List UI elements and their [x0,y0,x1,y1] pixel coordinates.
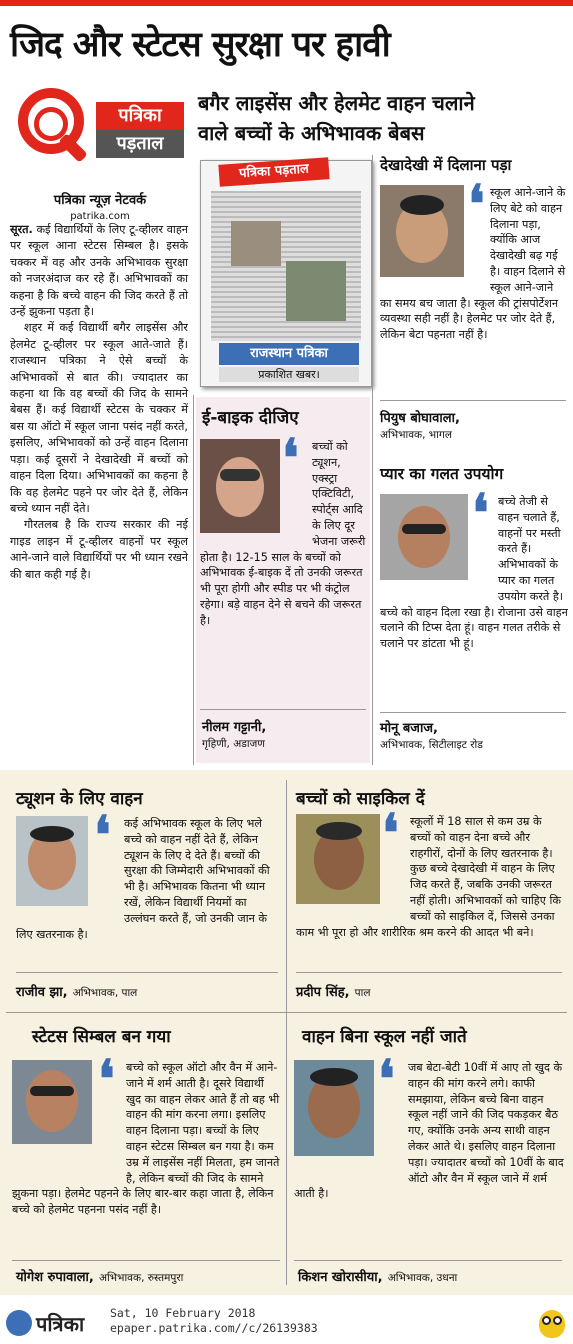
quote-mark-icon: ❛ [382,803,399,864]
byline-row [296,981,370,1000]
body-paragraph-2: शहर में कई विद्यार्थी बगैर लाइसेंस और हेलमेट टू-व्हीलर पर स्कूल आते-जाते हैं। राजस्थान पत्रिका ने ऐसे बच्चों के अभिभावकों से बात की। ज्यादातर का कहना था कि वह बच्चों की जिद के सामने बेबस हैं। कई विद्यार्थी स्टेटस के चक्कर में बस या ऑटो में स्कूल जाना पसंद नहीं करते, इसलिए, अभिभावकों को उन्हें वाहन दिलाना पड़ा। कई दूसरों ने देखादेखी में बच्चों को वाहन दिला दिया। अभिभावकों का कहना है कि वह हेलमेट पहने पर जोर देते हैं, लेकिन बच्चे ध्यान नहीं देते। [10,321,188,515]
section-title: देखादेखी में दिलाना पड़ा [380,156,512,174]
patrika-logo-icon [6,1310,32,1336]
person-name: राजीव झा, [16,985,68,1000]
float-spacer [380,483,498,590]
person-role: अभिभावक, भागल [380,429,452,441]
divider [294,1260,562,1261]
byline-row [16,1266,183,1285]
quote-text: स्कूलों में 18 साल से कम उम्र के बच्चों को वाहन देना बच्चे और राहगीरों, दोनों के लिए खतरनाक है। कुछ बच्चे देखादेखी में वाहन के लिए जिद करते हैं, जबकि उनकी जरूरत नहीं होती। अभिभावकों को चाहिए कि बच्चों को साइकिल दें, जिससे उनका काम भी पूरा हो और शारीरिक श्रम करने की आदत भी बने। [296,815,561,939]
quote-text: जब बेटा-बेटी 10वीं में आए तो खुद के वाहन की मांग करने लगे। काफी समझाया, लेकिन बच्चे बिना वाहन स्कूल नहीं जाने की जिद पकड़कर बैठ गए, क्योंकि उनके अन्य साथी वाहन लेकर आते थे। इसलिए वाहन दिलाना पड़ा। ज्यादातर बच्चों को 10वीं के बाद ऑटो और वैन में स्कूल जाने में शर्म आती है। [294,1061,564,1201]
section-tuition [10,778,280,1008]
section-title: वाहन बिना स्कूल नहीं जाते [302,1027,467,1047]
section-quote [294,1049,564,1202]
section-quote [12,1049,280,1218]
subheadline-line2: वाले बच्चों के अभिभावक बेबस [198,121,425,145]
float-spacer [380,174,490,281]
quote-mark-icon: ❛ [472,483,489,544]
quote-mark-icon: ❛ [98,1049,115,1110]
footer-brand [6,1308,100,1338]
column-divider [193,395,194,765]
quote-text: बच्चे तेजी से वाहन चलाते हैं, वाहनों पर मस्ती करते हैं। अभिभावकों के प्यार का गलत उपयोग करते है। बच्चे को वाहन दिला रखा है। रोजाना उसे वाहन चलाने की टिप्स देता हूं। वाहन गलत तरीके से चलाने पर डांटता भी हूं। [380,495,568,651]
divider [380,400,566,401]
lower-row-divider [6,1012,567,1013]
article-body [10,222,188,583]
quote-mark-icon: ❛ [468,174,485,235]
person-name: योगेश रुपावाला, [16,1270,94,1285]
person-role: गृहिणी, अडाजण [202,738,265,750]
clipping-caption: प्रकाशित खबर। [219,367,359,382]
section-quote [380,174,568,343]
section-quote [16,805,278,942]
footer-date: Sat, 10 February 2018 [110,1306,256,1320]
lower-divider [286,780,287,1285]
clipping-photo-2 [286,261,346,321]
logo-line2: पड़ताल [96,130,184,158]
section-dekhadekhi [378,155,568,455]
float-spacer [294,1049,408,1172]
section-no-school [290,1016,566,1292]
quote-text: स्कूल आने-जाने के लिए बेटे को वाहन दिलाना पड़ा, क्योंकि आज देखादेखी बढ़ गई है। वाहन दिलाने से स्कूल आने-जाने का समय बच जाता है। स्कूल की ट्रांसपोर्टेशन व्यवस्था सही नहीं है। हेलमेट पर जोर देते हैं, लेकिन बेटा पहनता नहीं है। [380,186,566,342]
clipping-photo-1 [231,221,281,266]
body-paragraph-1 [10,222,188,320]
person-name: किशन खोरासीया, [298,1270,383,1285]
quote-mark-icon: ❛ [282,428,299,489]
logo-line1: पत्रिका [96,102,184,130]
person-name: पियुष बोघावाला, [380,411,460,426]
section-title: ई-बाइक दीजिए [202,408,299,428]
section-quote [296,803,562,940]
footer-meta [110,1306,318,1336]
owl-icon [537,1306,567,1340]
person-role: अभिभावक, पाल [72,987,138,999]
body-paragraph-3: गौरतलब है कि राज्य सरकार की नई गाइड लाइन में टू-व्हीलर वाहनों पर स्कूल आने-जाने वाले विद्यार्थियों पर भी ध्यान रखने की बात कही गई है। [10,518,188,581]
column-divider-2 [372,155,373,765]
dateline: सूरत. [10,223,33,236]
divider [12,1260,280,1261]
float-spacer [12,1049,126,1172]
padtaal-logo [6,80,196,185]
float-spacer [16,805,124,916]
section-pyaar [378,460,568,766]
clipping-paper-name: राजस्थान पत्रिका [219,343,359,365]
subheadline [198,88,568,148]
section-title: स्टेटस सिम्बल बन गया [32,1027,171,1047]
section-ebike [196,397,370,763]
quote-text: बच्चों को ट्यूशन, एक्स्ट्रा एक्टिविटी, स्पोर्ट्स आदि के लिए दूर भेजना जरूरी होता है। 12-15 साल के बच्चों को अभिभावक ई-बाइक दें तो उनकी जरूरत भी पूरा होगी और स्पीड पर भी कंट्रोल रहेगा। बड़े वाहन देने से बचने की जरूरत है। [200,440,366,627]
person-role: अभिभावक, उधना [387,1272,458,1284]
quote-mark-icon: ❛ [94,805,111,866]
quote-text: बच्चे को स्कूल ऑटो और वैन में आने-जाने में शर्म आती है। दूसरे विद्यार्थी खुद का वाहन लेकर आते हैं तो बह भी वाहन की मांग करना लगा। इसलिए वाहन दिलाना पड़ा। बच्चों के लिए वाहन स्टेटस सिम्बल बन गया है। कम उम्र में लाइसेंस नहीं मिलता, हम जानते है, लेकिन बच्चों की जिद के सामने झुकना पड़ा। हेलमेट पहनने के लिए बार-बार कहा जाता है, लेकिन बच्चे को हेलमेट पहनना पसंद नहीं है। [12,1061,280,1217]
divider [380,712,566,713]
byline: पत्रिका न्यूज़ नेटवर्क [53,193,147,208]
section-status [10,1016,282,1292]
byline-row [16,981,137,1000]
person-name: मोनू बजाज, [380,721,438,736]
divider [16,972,278,973]
section-title: प्यार का गलत उपयोग [380,465,504,483]
section-quote [200,428,366,629]
subheadline-line1: बगैर लाइसेंस और हेलमेट वाहन चलाने [198,91,475,115]
person-name: प्रदीप सिंह, [296,985,350,1000]
float-spacer [200,428,312,549]
quote-mark-icon: ❛ [378,1049,395,1110]
person-role: अभिभावक, रुस्तमपुरा [98,1272,184,1284]
clipping-thumbnail [200,160,372,387]
divider [296,972,562,973]
person-role: पाल [354,987,371,999]
footer-brand-text: पत्रिका [36,1312,85,1336]
person-role: अभिभावक, सिटीलाइट रोड [380,739,483,751]
footer-url[interactable]: epaper.patrika.com//c/26139383 [110,1321,318,1335]
clipping-banner: पत्रिका पड़ताल [218,157,329,187]
section-title: बच्चों को साइकिल दें [296,789,425,809]
body-p1-text: कई विद्यार्थियों के लिए टू-व्हीलर वाहन पर स्कूल आना स्टेटस सिम्बल है। इसके चक्कर में वह और उनके अभिभावक सुरक्षा को नजरअंदाज कर रहे हैं। अभिभावकों का कहना है कि बच्चे वाहन की जिद करते हैं तो उन्हें झुकना पड़ता है। [10,223,188,319]
quote-text: कई अभिभावक स्कूल के लिए भले बच्चे को वाहन नहीं देते हैं, लेकिन ट्यूशन के लिए दे देते हैं। बच्चों की सुरक्षा की जिम्मेदारी अभिभावकों की भी है। अभिभावक कितना भी ध्यान रखें, लेकिन विद्यार्थी नियमों का उल्लंघन करते हैं, जो उनकी जान के लिए खतरनाक है। [16,817,270,941]
float-spacer [296,803,410,910]
section-quote [380,483,568,652]
section-cycle [290,778,566,1008]
headline: जिद और स्टेटस सुरक्षा पर हावी [10,25,390,65]
top-red-bar [0,0,573,6]
section-title: ट्यूशन के लिए वाहन [16,789,143,809]
site-name: patrika.com [70,211,130,222]
divider [200,709,366,710]
person-name: नीलम गट्टानी, [202,720,267,735]
byline-row [298,1266,457,1285]
